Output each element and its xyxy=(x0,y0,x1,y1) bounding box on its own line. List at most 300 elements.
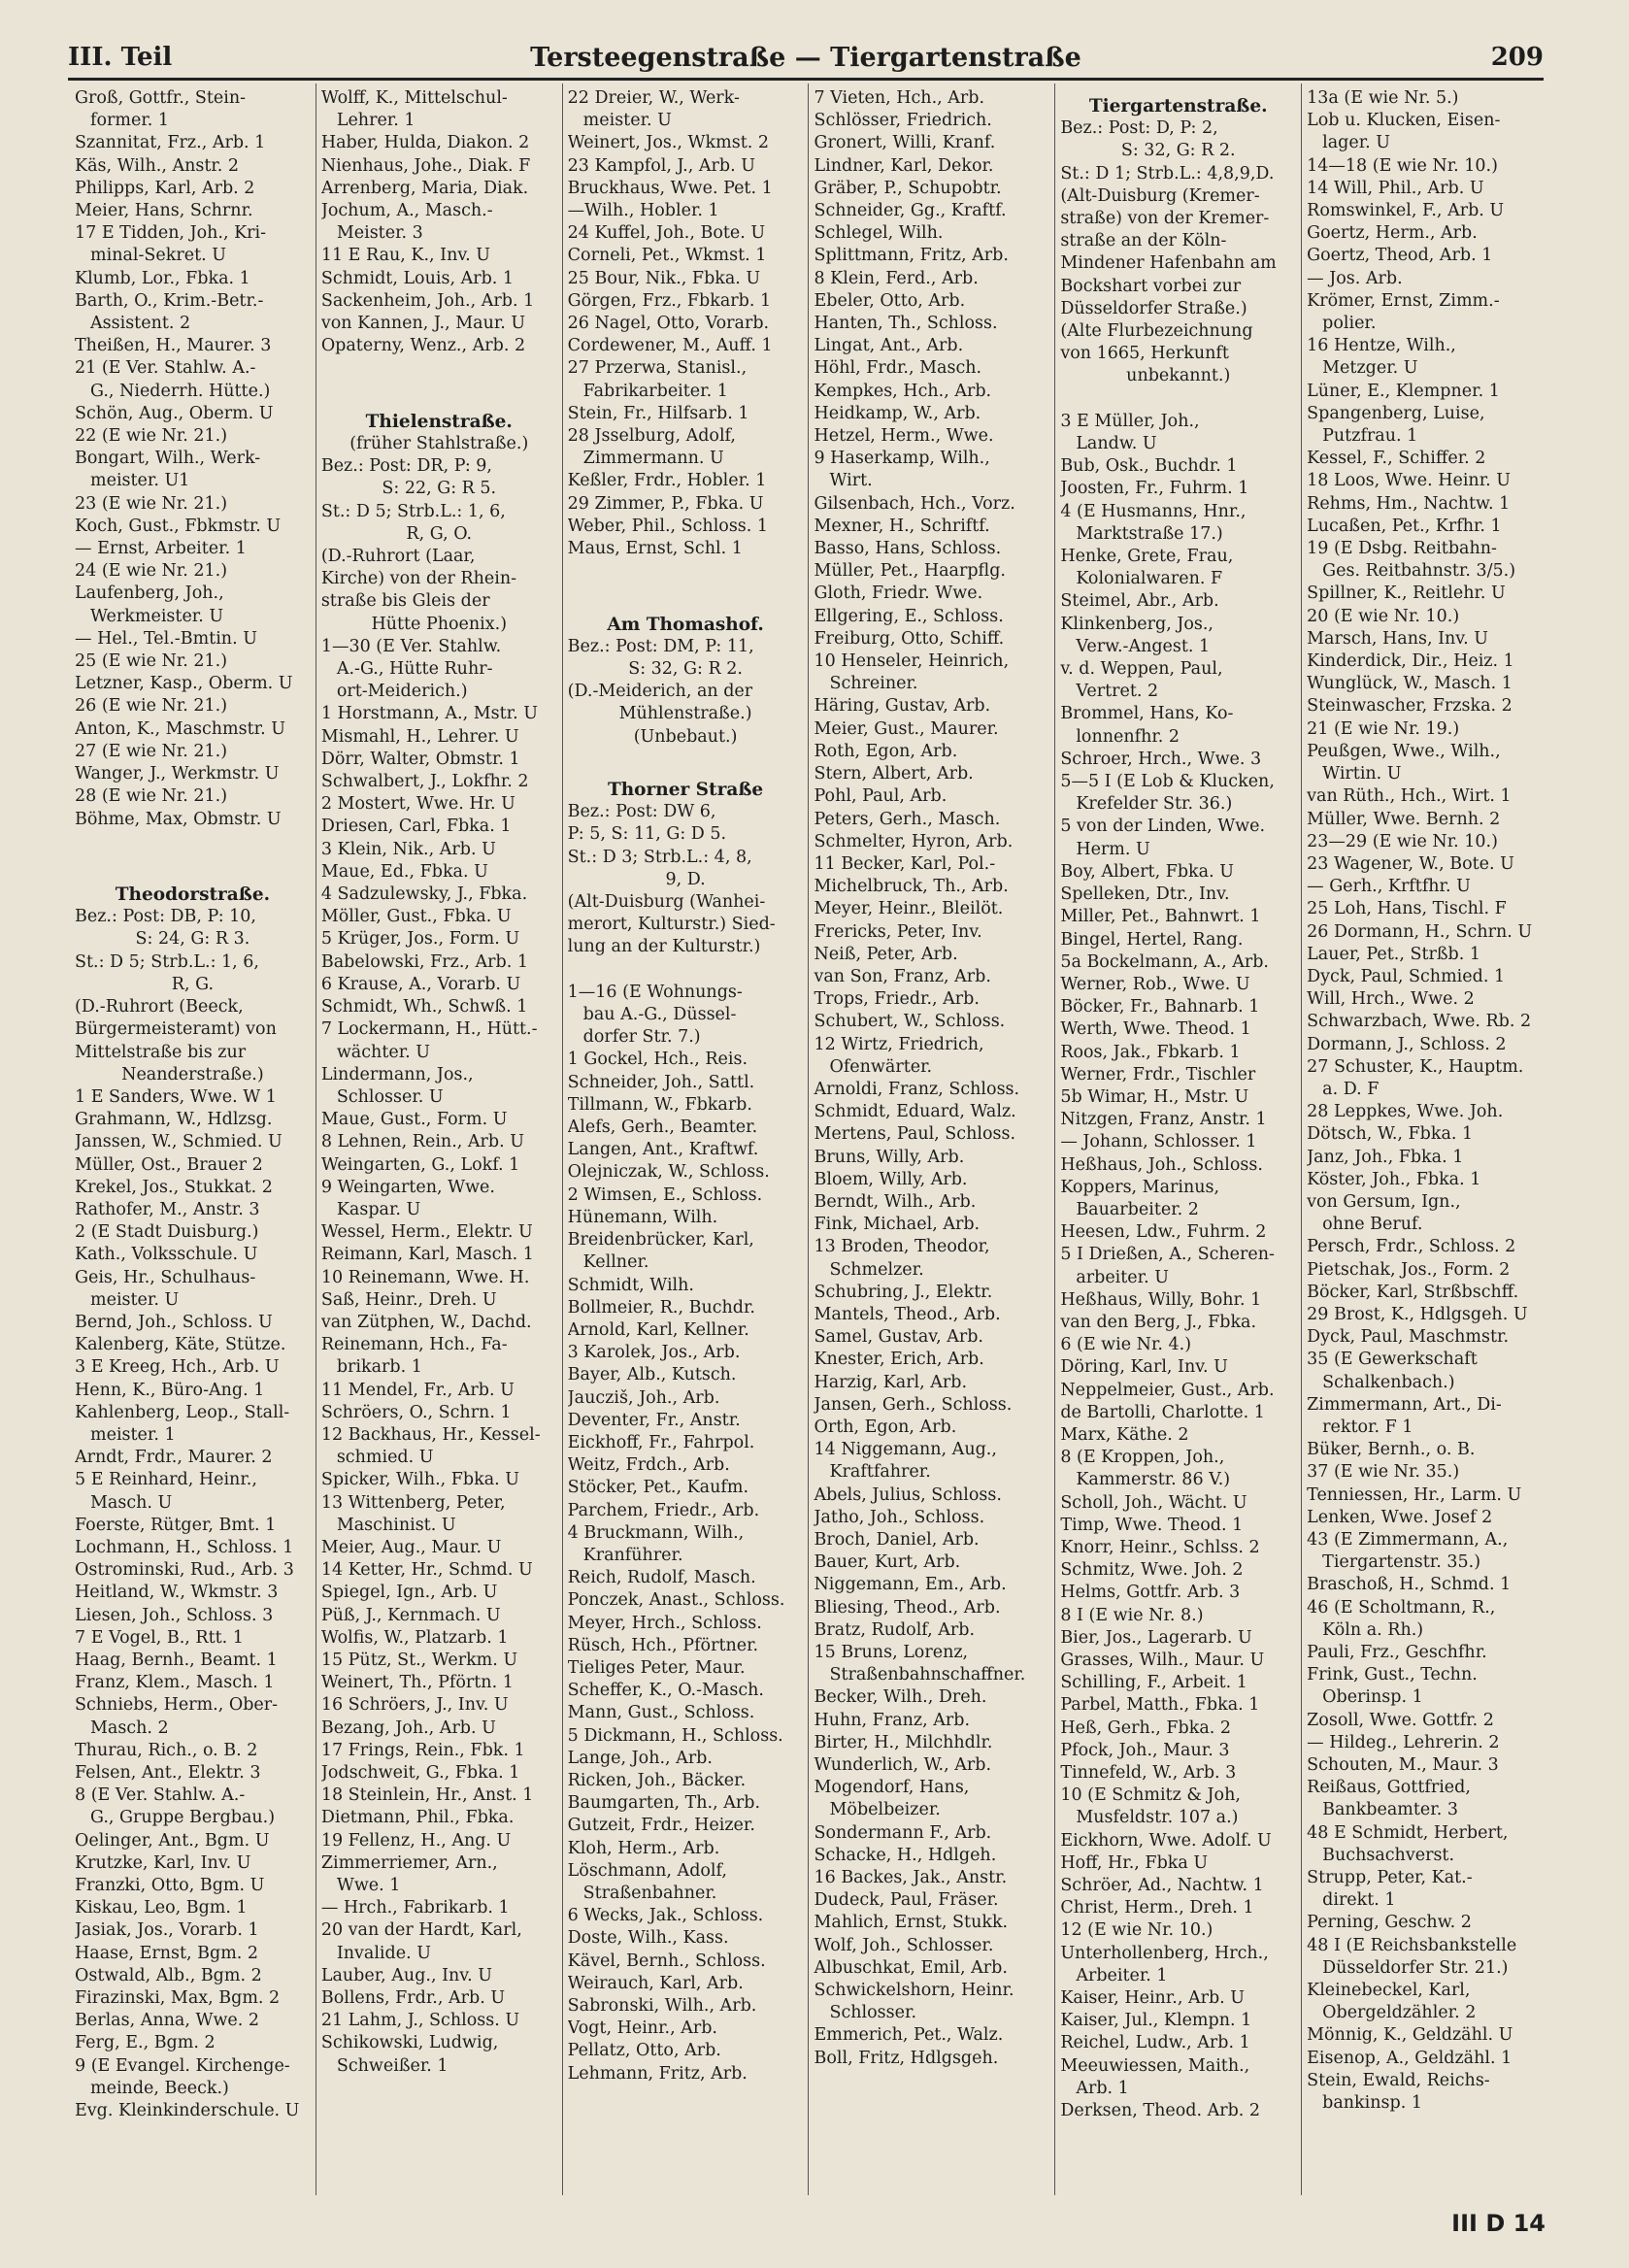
directory-line: (Alte Flurbezeichnung xyxy=(1060,321,1253,342)
directory-line: Werth, Wwe. Theod. 1 xyxy=(1060,1019,1251,1040)
directory-line: (Unbebaut.) xyxy=(633,726,738,747)
directory-line: G., Gruppe Bergbau.) xyxy=(90,1808,276,1828)
directory-line: Möbelbeizer. xyxy=(829,1800,941,1820)
directory-line: Fink, Michael, Arb. xyxy=(814,1215,981,1235)
directory-line: Haag, Bernh., Beamt. 1 xyxy=(75,1650,278,1670)
directory-line: Lehmann, Fritz, Arb. xyxy=(567,2063,748,2084)
directory-line: Unterhollenberg, Hrch., xyxy=(1060,1943,1269,1963)
directory-line: Saß, Heinr., Dreh. U xyxy=(320,1289,497,1310)
directory-line: Hünemann, Wilh. xyxy=(567,1207,718,1227)
directory-line: Fabrikarbeiter. 1 xyxy=(582,381,728,401)
directory-line: Meister. 3 xyxy=(336,223,423,244)
directory-line: 26 (E wie Nr. 21.) xyxy=(75,696,228,717)
directory-line: Tillmann, W., Fbkarb. xyxy=(567,1094,752,1115)
directory-line: Reinemann, Hch., Fa- xyxy=(320,1335,508,1355)
directory-line: Michelbruck, Th., Arb. xyxy=(814,877,1009,897)
directory-line: Krömer, Ernst, Zimm.- xyxy=(1307,290,1500,311)
directory-line: Bollens, Frdr., Arb. U xyxy=(320,1988,506,2009)
directory-line: 3 Karolek, Jos., Arb. xyxy=(567,1343,741,1363)
directory-line: Birter, H., Milchhdlr. xyxy=(814,1732,993,1752)
directory-line: Eisenop, A., Geldzähl. 1 xyxy=(1307,2048,1513,2068)
directory-line: Jansen, Gerh., Schloss. xyxy=(814,1394,1013,1415)
directory-line: Langen, Ant., Kraftwf. xyxy=(567,1140,759,1160)
directory-line: Schreiner. xyxy=(829,674,918,694)
directory-line: 14 Niggemann, Aug., xyxy=(814,1440,997,1460)
directory-line: Pellatz, Otto, Arb. xyxy=(567,2041,721,2061)
directory-line: Peters, Gerh., Masch. xyxy=(814,809,1001,829)
directory-line: Spiegel, Ign., Arb. U xyxy=(320,1583,498,1603)
directory-line: 19 Fellenz, H., Ang. U xyxy=(320,1830,512,1851)
directory-line: Schniebs, Herm., Ober- xyxy=(75,1695,279,1716)
directory-line: Kraftfahrer. xyxy=(829,1462,931,1483)
directory-line: Keßler, Frdr., Hobler. 1 xyxy=(567,471,767,491)
directory-line: Bürgermeisteramt) von xyxy=(75,1019,277,1040)
directory-line: Mann, Gust., Schloss. xyxy=(567,1703,755,1723)
directory-line: Kävel, Bernh., Schloss. xyxy=(567,1951,766,1971)
directory-line: direkt. 1 xyxy=(1322,1890,1396,1911)
directory-line: R, G. xyxy=(171,974,215,994)
directory-line: Weinert, Jos., Wkmst. 2 xyxy=(567,133,769,153)
directory-line: 3 E Müller, Joh., xyxy=(1060,411,1200,431)
directory-line: Buchsachverst. xyxy=(1322,1845,1455,1865)
directory-line: 5 I Drießen, A., Scheren- xyxy=(1060,1245,1275,1265)
directory-line: Harzig, Karl, Arb. xyxy=(814,1372,968,1392)
directory-line: — Ernst, Arbeiter. 1 xyxy=(75,539,247,559)
directory-line: Vertret. 2 xyxy=(1076,682,1159,702)
directory-line: G., Niederrh. Hütte.) xyxy=(90,381,271,401)
directory-line: 28 Jsselburg, Adolf, xyxy=(567,426,736,447)
directory-line: Ges. Reitbahnstr. 3/5.) xyxy=(1322,561,1516,582)
directory-line: Reich, Rudolf, Masch. xyxy=(567,1568,756,1588)
directory-line: Koppers, Marinus, xyxy=(1060,1177,1220,1197)
directory-line: Christ, Herm., Dreh. 1 xyxy=(1060,1898,1254,1918)
directory-line: straße) von der Kremer- xyxy=(1060,209,1270,229)
directory-line: meinde, Beeck.) xyxy=(90,2078,229,2098)
directory-line: Grahmann, W., Hdlzsg. xyxy=(75,1110,273,1130)
directory-line: Babelowski, Frz., Arb. 1 xyxy=(320,951,528,972)
directory-line: Wunderlich, W., Arb. xyxy=(814,1755,992,1776)
directory-line: 5 Krüger, Jos., Form. U xyxy=(320,929,520,950)
directory-line: 23—29 (E wie Nr. 10.) xyxy=(1307,831,1498,851)
directory-line: Schubring, J., Elektr. xyxy=(814,1282,993,1302)
directory-line: Basso, Hans, Schloss. xyxy=(814,539,1002,559)
directory-line: 3 E Kreeg, Hch., Arb. U xyxy=(75,1357,280,1378)
directory-line: Maue, Gust., Form. U xyxy=(320,1110,508,1130)
directory-line: Kirche) von der Rhein- xyxy=(320,569,517,589)
directory-line: Klinkenberg, Jos., xyxy=(1060,614,1213,634)
street-heading: Thielenstraße. xyxy=(365,411,513,432)
directory-line: Zimmermann. U xyxy=(582,449,724,469)
directory-line: 17 E Tidden, Joh., Kri- xyxy=(75,223,267,244)
directory-line: Berlas, Anna, Wwe. 2 xyxy=(75,2011,260,2031)
directory-line: 15 Pütz, St., Werkm. U xyxy=(320,1650,518,1670)
directory-line: Müller, Wwe. Bernh. 2 xyxy=(1307,809,1501,829)
directory-line: Spangenberg, Luise, xyxy=(1307,403,1485,423)
directory-line: Bayer, Alb., Kutsch. xyxy=(567,1365,737,1385)
directory-line: Mahlich, Ernst, Stukk. xyxy=(814,1913,1009,1933)
directory-line: Werner, Frdr., Tischler xyxy=(1060,1064,1256,1084)
directory-line: Heß, Gerh., Fbka. 2 xyxy=(1060,1718,1232,1738)
directory-line: 12 (E wie Nr. 10.) xyxy=(1060,1920,1213,1941)
directory-line: Wolf, Joh., Schlosser. xyxy=(814,1935,994,1955)
directory-line: Straßenbahner. xyxy=(582,1883,717,1903)
directory-line: Arb. 1 xyxy=(1076,2078,1129,2098)
directory-line: Doste, Wilh., Kass. xyxy=(567,1928,729,1949)
directory-line: Schikowski, Ludwig, xyxy=(320,2033,499,2053)
directory-line: Schmitz, Wwe. Joh. 2 xyxy=(1060,1560,1244,1581)
directory-line: 7 Vieten, Hch., Arb. xyxy=(814,88,985,108)
directory-line: Frink, Gust., Techn. xyxy=(1307,1665,1478,1685)
directory-line: Neiß, Peter, Arb. xyxy=(814,944,958,964)
directory-line: 4 Sadzulewsky, J., Fbka. xyxy=(320,884,528,905)
directory-line: Kaiser, Heinr., Arb. U xyxy=(1060,1988,1246,2009)
directory-line: A.-G., Hütte Ruhr- xyxy=(336,659,493,680)
directory-line: Bezang, Joh., Arb. U xyxy=(320,1718,496,1738)
directory-line: meister. 1 xyxy=(90,1424,176,1445)
directory-line: — Gerh., Krftfhr. U xyxy=(1307,877,1471,897)
directory-line xyxy=(1060,388,1296,411)
directory-line: Müller, Ost., Brauer 2 xyxy=(75,1154,263,1175)
directory-line: (D.-Ruhrort (Laar, xyxy=(320,547,476,567)
directory-line: Meier, Hans, Schrnr. xyxy=(75,201,253,221)
directory-line: Mindener Hafenbahn am xyxy=(1060,253,1277,274)
directory-line: St.: D 3; Strb.L.: 4, 8, xyxy=(567,847,752,867)
directory-line: Berndt, Wilh., Arb. xyxy=(814,1191,977,1212)
directory-line: Roth, Egon, Arb. xyxy=(814,741,958,761)
directory-line: Ostwald, Alb., Bgm. 2 xyxy=(75,1965,262,1985)
directory-line: Romswinkel, F., Arb. U xyxy=(1307,201,1505,221)
directory-line: 4 Bruckmann, Wilh., xyxy=(567,1522,745,1543)
directory-line: Bez.: Post: DM, P: 11, xyxy=(567,636,754,656)
directory-line: 20 (E wie Nr. 10.) xyxy=(1307,606,1460,626)
directory-line: Albuschkat, Emil, Arb. xyxy=(814,1957,1008,1978)
directory-line: 20 van der Hardt, Karl, xyxy=(320,1920,522,1941)
directory-line: Werkmeister. U xyxy=(90,606,224,626)
directory-column xyxy=(70,83,316,2195)
directory-line: Lindner, Karl, Dekor. xyxy=(814,155,994,176)
directory-line: van Son, Franz, Arb. xyxy=(814,966,991,986)
directory-line: Bruckhaus, Wwe. Pet. 1 xyxy=(567,178,773,198)
directory-line: Anton, K., Maschmstr. U xyxy=(75,718,285,739)
directory-line: Bruns, Willy, Arb. xyxy=(814,1147,965,1167)
directory-line: former. 1 xyxy=(90,111,170,131)
directory-line: Bauer, Kurt, Arb. xyxy=(814,1552,961,1573)
directory-line: Jatho, Joh., Schloss. xyxy=(814,1507,985,1527)
directory-line: Ponczek, Anast., Schloss. xyxy=(567,1590,785,1611)
directory-line: bau A.-G., Düssel- xyxy=(582,1005,737,1025)
directory-line: 22 Dreier, W., Werk- xyxy=(567,88,740,108)
directory-column xyxy=(809,83,1055,2195)
directory-line: Schmidt, Louis, Arb. 1 xyxy=(320,268,515,288)
directory-line: 14—18 (E wie Nr. 10.) xyxy=(1307,155,1498,176)
directory-line: merort, Kulturstr.) Sied- xyxy=(567,915,776,935)
directory-line: Löschmann, Adolf, xyxy=(567,1860,727,1881)
directory-line: Oelinger, Ant., Bgm. U xyxy=(75,1830,270,1851)
directory-line: 8 (E Kroppen, Joh., xyxy=(1060,1448,1225,1468)
directory-line: Bauarbeiter. 2 xyxy=(1076,1199,1199,1219)
directory-line: Trops, Friedr., Arb. xyxy=(814,989,980,1010)
directory-line: — Jos. Arb. xyxy=(1307,268,1403,288)
directory-line: 5 von der Linden, Wwe. xyxy=(1060,817,1266,837)
directory-line: Bez.: Post: DR, P: 9, xyxy=(320,456,492,477)
directory-line: Heidkamp, W., Arb. xyxy=(814,403,981,423)
directory-line: 26 Dormann, H., Schrn. U xyxy=(1307,921,1533,942)
directory-line: Haber, Hulda, Diakon. 2 xyxy=(320,133,530,153)
directory-line: 1 Horstmann, A., Mstr. U xyxy=(320,704,538,724)
directory-line: Groß, Gottfr., Stein- xyxy=(75,88,247,108)
directory-line: Häring, Gustav, Arb. xyxy=(814,696,991,717)
directory-line: Theißen, H., Maurer. 3 xyxy=(75,336,272,356)
directory-line: —Wilh., Hobler. 1 xyxy=(567,201,719,221)
directory-line: Meier, Gust., Maurer. xyxy=(814,718,999,739)
directory-line: Bockshart vorbei zur xyxy=(1060,276,1242,296)
directory-line: Dötsch, W., Fbka. 1 xyxy=(1307,1124,1474,1145)
directory-line: 43 (E Zimmermann, A., xyxy=(1307,1530,1509,1550)
directory-line: Broch, Daniel, Arb. xyxy=(814,1530,980,1550)
directory-line: Maue, Ed., Fbka. U xyxy=(320,861,488,882)
directory-line: Steinwascher, Frzska. 2 xyxy=(1307,696,1513,717)
directory-line: S: 32, G: R 2. xyxy=(1120,141,1236,161)
directory-line: Invalide. U xyxy=(336,1943,431,1963)
directory-line: Vogt, Heinr., Arb. xyxy=(567,2018,717,2039)
directory-line: 22 (E wie Nr. 21.) xyxy=(75,426,228,447)
directory-line: Jochum, A., Masch.- xyxy=(320,201,493,221)
directory-line: 28 Leppkes, Wwe. Joh. xyxy=(1307,1102,1504,1122)
directory-line: Schouten, M., Maur. 3 xyxy=(1307,1755,1499,1776)
directory-line: 1 E Sanders, Wwe. W 1 xyxy=(75,1086,277,1107)
directory-line: 5b Wimar, H., Mstr. U xyxy=(1060,1086,1249,1107)
directory-line: von Kannen, J., Maur. U xyxy=(320,314,526,334)
directory-line: Roos, Jak., Fbkarb. 1 xyxy=(1060,1042,1241,1062)
directory-line: Mantels, Theod., Arb. xyxy=(814,1304,1001,1324)
directory-line: Höhl, Frdr., Masch. xyxy=(814,358,982,379)
directory-line: Schwickelshorn, Heinr. xyxy=(814,1981,1014,2001)
directory-line: — Hrch., Fabrikarb. 1 xyxy=(320,1898,510,1918)
directory-line: Kolonialwaren. F xyxy=(1076,569,1223,589)
directory-line: — Hel., Tel.-Bmtin. U xyxy=(75,628,257,649)
directory-line: Breidenbrücker, Karl, xyxy=(567,1230,754,1251)
directory-line: 6 (E wie Nr. 4.) xyxy=(1060,1335,1192,1355)
street-heading: Tiergartenstraße. xyxy=(1088,96,1268,117)
directory-line: Zosoll, Wwe. Gottfr. 2 xyxy=(1307,1710,1494,1730)
directory-line: 16 Hentze, Wilh., xyxy=(1307,336,1456,356)
directory-line: Mexner, H., Schriftf. xyxy=(814,516,990,536)
directory-line: Tiergartenstr. 35.) xyxy=(1322,1552,1481,1573)
directory-line: (früher Stahlstraße.) xyxy=(349,434,529,454)
directory-line: Henn, K., Büro-Ang. 1 xyxy=(75,1380,265,1400)
directory-line: Lindermann, Jos., xyxy=(320,1064,474,1084)
directory-line: straße an der Köln- xyxy=(1060,231,1227,251)
directory-line: P: 5, S: 11, G: D 5. xyxy=(567,824,727,845)
directory-line: Schalkenbach.) xyxy=(1322,1372,1455,1392)
directory-line: Jasiak, Jos., Vorarb. 1 xyxy=(75,1920,259,1941)
directory-line: Dormann, J., Schloss. 2 xyxy=(1307,1034,1507,1054)
directory-line: Nitzgen, Franz, Anstr. 1 xyxy=(1060,1110,1267,1130)
directory-line: Krefelder Str. 36.) xyxy=(1076,794,1233,815)
directory-line: Scheffer, K., O.-Masch. xyxy=(567,1681,764,1701)
directory-line: Eickhorn, Wwe. Adolf. U xyxy=(1060,1830,1272,1851)
directory-line: 16 Backes, Jak., Anstr. xyxy=(814,1868,1008,1888)
directory-line: Putzfrau. 1 xyxy=(1322,426,1418,447)
directory-line: Wirtin. U xyxy=(1322,764,1402,784)
directory-line: Wwe. 1 xyxy=(336,1876,401,1896)
directory-line: Böcker, Fr., Bahnarb. 1 xyxy=(1060,997,1260,1017)
directory-line: Mönnig, K., Geldzähl. U xyxy=(1307,2025,1513,2046)
directory-line: 46 (E Scholtmann, R., xyxy=(1307,1597,1496,1618)
directory-line: von Gersum, Ign., xyxy=(1307,1191,1461,1212)
directory-line: 5—5 I (E Lob & Klucken, xyxy=(1060,772,1275,792)
directory-line: Dörr, Walter, Obmstr. 1 xyxy=(320,749,520,769)
directory-line: Brommel, Hans, Ko- xyxy=(1060,704,1234,724)
directory-line: Zimmermann, Art., Di- xyxy=(1307,1394,1502,1415)
directory-line: Schwalbert, J., Lokfhr. 2 xyxy=(320,772,529,792)
directory-line: Schmelzer. xyxy=(829,1259,924,1280)
directory-line: Kempkes, Hch., Arb. xyxy=(814,381,992,401)
directory-line: Liesen, Joh., Schloss. 3 xyxy=(75,1605,274,1625)
directory-line: Rathofer, M., Anstr. 3 xyxy=(75,1199,260,1219)
directory-line: Strupp, Peter, Kat.- xyxy=(1307,1868,1473,1888)
directory-line: 3 Klein, Nik., Arb. U xyxy=(320,839,496,859)
directory-line: Werner, Rob., Wwe. U xyxy=(1060,974,1250,994)
directory-line: Schmidt, Eduard, Walz. xyxy=(814,1102,1016,1122)
directory-line: Haase, Ernst, Bgm. 2 xyxy=(75,1943,259,1963)
directory-line: Ebeler, Otto, Arb. xyxy=(814,290,966,311)
directory-line: Koch, Gust., Fbkmstr. U xyxy=(75,516,282,536)
page-header xyxy=(68,37,1544,81)
directory-line: 2 Mostert, Wwe. Hr. U xyxy=(320,794,515,815)
directory-line: Eickhoff, Fr., Fahrpol. xyxy=(567,1432,755,1452)
directory-line: Knorr, Heinr., Schlss. 2 xyxy=(1060,1537,1260,1557)
directory-line: Schröer, Ad., Nachtw. 1 xyxy=(1060,1876,1264,1896)
directory-line: Krekel, Jos., Stukkat. 2 xyxy=(75,1177,273,1197)
directory-line: 35 (E Gewerkschaft xyxy=(1307,1350,1478,1370)
directory-line: Schweißer. 1 xyxy=(336,2055,449,2076)
directory-line: Böcker, Karl, Strßbschff. xyxy=(1307,1282,1519,1302)
directory-line: Bongart, Wilh., Werk- xyxy=(75,449,261,469)
directory-line: Grasses, Wilh., Maur. U xyxy=(1060,1651,1265,1670)
directory-line: 21 Lahm, J., Schloss. U xyxy=(320,2011,520,2031)
directory-line: (Alt-Duisburg (Wanhei- xyxy=(567,892,766,913)
directory-line: Mittelstraße bis zur xyxy=(75,1042,247,1062)
directory-line: Straßenbahnschaffner. xyxy=(829,1665,1026,1685)
directory-line: Orth, Egon, Arb. xyxy=(814,1417,957,1437)
directory-line: Dietmann, Phil., Fbka. xyxy=(320,1808,515,1828)
directory-line: Spillner, K., Reitlehr. U xyxy=(1307,584,1506,604)
directory-line: Schlosser. xyxy=(829,2003,917,2023)
directory-line: Bingel, Hertel, Rang. xyxy=(1060,929,1244,950)
directory-line: 15 Bruns, Lorenz, xyxy=(814,1643,969,1663)
directory-line: 8 (E Ver. Stahlw. A.- xyxy=(75,1785,246,1806)
directory-line: Püß, J., Kernmach. U xyxy=(320,1605,501,1625)
directory-line xyxy=(568,560,804,583)
directory-line: Masch. 2 xyxy=(90,1718,169,1738)
directory-line: 17 Frings, Rein., Fbk. 1 xyxy=(320,1740,525,1760)
directory-line: Krutzke, Karl, Inv. U xyxy=(75,1852,251,1873)
directory-line: Niggemann, Em., Arb. xyxy=(814,1575,1007,1595)
directory-line: Spelleken, Dtr., Inv. xyxy=(1060,884,1230,905)
directory-line: 8 Lehnen, Rein., Arb. U xyxy=(320,1132,524,1152)
directory-line: (D.-Meiderich, an der xyxy=(567,682,753,702)
directory-line: Wirt. xyxy=(829,471,873,491)
directory-line: Köster, Joh., Fbka. 1 xyxy=(1307,1169,1481,1189)
directory-line: Lochmann, H., Schloss. 1 xyxy=(75,1537,294,1557)
directory-line: Heitland, W., Wkmstr. 3 xyxy=(75,1583,279,1603)
directory-line: Stein, Ewald, Reichs- xyxy=(1307,2070,1490,2090)
directory-line: Arrenberg, Maria, Diak. xyxy=(320,178,529,198)
directory-line: 1—30 (E Ver. Stahlw. xyxy=(320,636,502,656)
directory-line: Schroer, Hrch., Wwe. 3 xyxy=(1060,749,1262,769)
directory-line: Ricken, Joh., Bäcker. xyxy=(567,1770,747,1790)
directory-line: St.: D 1; Strb.L.: 4,8,9,D. xyxy=(1060,163,1275,183)
directory-line: Jodschweit, G., Fbka. 1 xyxy=(320,1763,520,1783)
directory-line: 11 Mendel, Fr., Arb. U xyxy=(320,1380,515,1400)
directory-line: schmied. U xyxy=(336,1448,434,1468)
directory-line: Dyck, Paul, Schmied. 1 xyxy=(1307,966,1506,986)
directory-line: St.: D 5; Strb.L.: 1, 6, xyxy=(75,951,259,972)
directory-line: Schmidt, Wilh. xyxy=(567,1275,694,1295)
directory-line: Dyck, Paul, Maschmstr. xyxy=(1307,1327,1510,1348)
directory-line: Helms, Gottfr. Arb. 3 xyxy=(1060,1583,1241,1603)
directory-line: 8 I (E wie Nr. 8.) xyxy=(1060,1605,1204,1625)
directory-line: Bliesing, Theod., Arb. xyxy=(814,1597,1001,1618)
street-heading: Am Thomashof. xyxy=(607,614,764,635)
directory-line: Herm. U xyxy=(1076,839,1150,859)
directory-line: Spicker, Wilh., Fbka. U xyxy=(320,1470,520,1490)
directory-line: Arbeiter. 1 xyxy=(1076,1965,1168,1985)
directory-line: Deventer, Fr., Anstr. xyxy=(567,1410,741,1430)
directory-line: rektor. F 1 xyxy=(1322,1417,1413,1437)
directory-line: meister. U xyxy=(90,1289,180,1310)
directory-line: Hetzel, Herm., Wwe. xyxy=(814,426,994,447)
directory-line: Gronert, Willi, Kranf. xyxy=(814,133,996,153)
directory-line: Bier, Jos., Lagerarb. U xyxy=(1060,1627,1252,1648)
directory-line: minal-Sekret. U xyxy=(90,246,226,266)
directory-line: Gräber, P., Schupobtr. xyxy=(814,178,1002,198)
directory-line: 6 Wecks, Jak., Schloss. xyxy=(567,1906,764,1926)
directory-line: Stöcker, Pet., Kaufm. xyxy=(567,1478,749,1498)
directory-line: Huhn, Franz, Arb. xyxy=(814,1710,971,1730)
directory-line: Alefs, Gerh., Beamter. xyxy=(567,1117,758,1138)
directory-line: Foerste, Rütger, Bmt. 1 xyxy=(75,1515,277,1535)
street-heading: Theodorstraße. xyxy=(115,884,271,906)
directory-line: Meeuwiessen, Maith., xyxy=(1060,2055,1250,2076)
directory-line: 25 Loh, Hans, Tischl. F xyxy=(1307,899,1507,919)
directory-line: Kellner. xyxy=(582,1252,649,1273)
directory-line: 10 (E Schmitz & Joh, xyxy=(1060,1785,1241,1806)
directory-line: wächter. U xyxy=(336,1042,431,1062)
directory-line: Pauli, Frz., Geschfhr. xyxy=(1307,1643,1487,1663)
directory-line: 29 Brost, K., Hdlgsgeh. U xyxy=(1307,1304,1528,1324)
directory-line: Hoff, Hr., Fbka U xyxy=(1060,1852,1209,1873)
directory-line: Tinnefeld, W., Arb. 3 xyxy=(1060,1763,1237,1784)
directory-line: Bez.: Post: D, P: 2, xyxy=(1060,118,1218,139)
directory-line: Pietschak, Jos., Form. 2 xyxy=(1307,1259,1511,1280)
directory-line: 5 E Reinhard, Heinr., xyxy=(75,1470,257,1490)
directory-line: Lauer, Pet., Strßb. 1 xyxy=(1307,944,1480,964)
directory-line xyxy=(568,959,804,982)
directory-line: van den Berg, J., Fbka. xyxy=(1060,1312,1257,1332)
directory-line: bankinsp. 1 xyxy=(1322,2093,1422,2114)
directory-line: Goertz, Theod, Arb. 1 xyxy=(1307,246,1493,266)
directory-line: Schubert, W., Schloss. xyxy=(814,1012,1006,1032)
directory-line: 14 Will, Phil., Arb. U xyxy=(1307,178,1484,198)
directory-line: Wessel, Herm., Elektr. U xyxy=(320,1222,533,1243)
directory-line: 11 E Rau, K., Inv. U xyxy=(320,246,491,266)
directory-line: van Rüth., Hch., Wirt. 1 xyxy=(1307,786,1512,807)
directory-line: 13 Broden, Theodor, xyxy=(814,1237,990,1257)
directory-line: Geis, Hr., Schulhaus- xyxy=(75,1267,256,1287)
directory-line: 28 (E wie Nr. 21.) xyxy=(75,786,228,807)
